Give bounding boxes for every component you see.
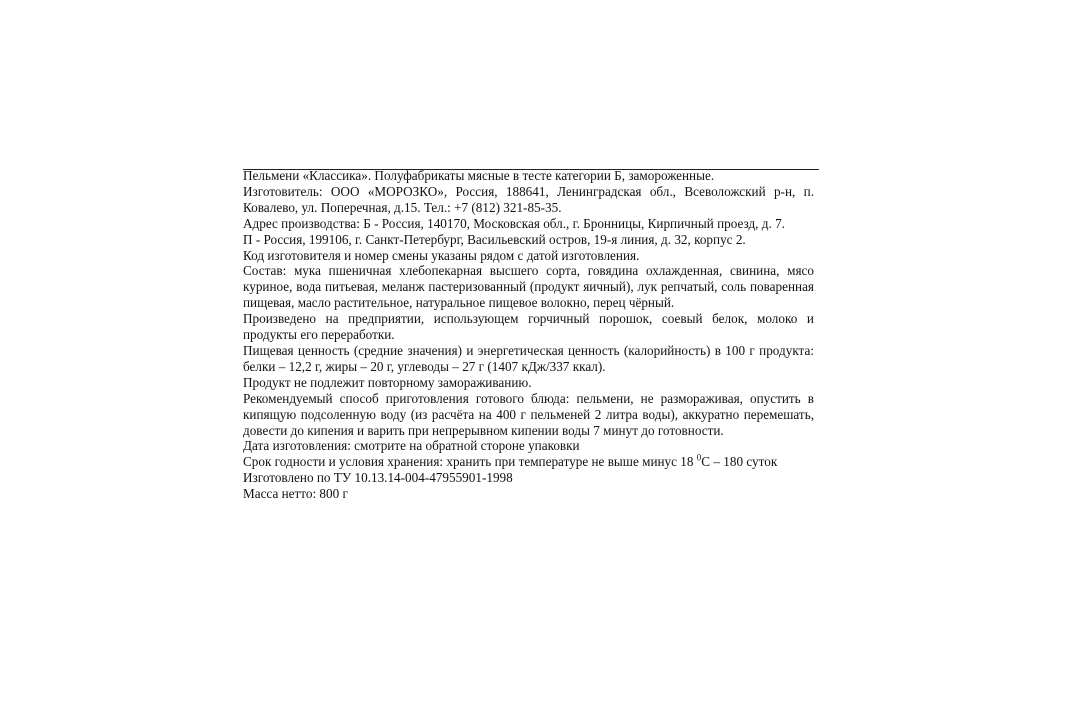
storage-conditions (243, 454, 814, 470)
cooking-instructions: Рекомендуемый способ приготовления готового блюда: пельмени, не размораживая, опустить в кипящую подсоленную воду (из расчёта на 400 г пельменей 2 литра воды), аккуратно перемешать, довести до кипения и варить при непрерывном кипении воды 7 минут до готовности. (243, 390, 814, 438)
no-refreeze-note: Продукт не подлежит повторному замораживанию. (243, 374, 532, 390)
manufacturer-code-note: Код изготовителя и номер смены указаны рядом с датой изготовления. (243, 247, 640, 263)
allergen-note: Произведено на предприятии, использующем горчичный порошок, соевый белок, молоко и продукты его переработки. (243, 311, 814, 343)
production-address-p: П - Россия, 199106, г. Санкт-Петербург, Васильевский остров, 19-я линия, д. 32, корпус 2. (243, 231, 746, 247)
production-date-note: Дата изготовления: смотрите на обратной стороне упаковки (243, 438, 580, 454)
storage-suffix: С – 180 суток (701, 454, 778, 470)
technical-standard: Изготовлено по ТУ 10.13.14-004-47955901-1998 (243, 470, 513, 486)
net-weight: Масса нетто: 800 г (243, 486, 348, 502)
nutrition-info: Пищевая ценность (средние значения) и энергетическая ценность (калорийность) в 100 г продукта: белки – 12,2 г, жиры – 20 г, углеводы – 27 г (1407 кДж/337 ккал). (243, 342, 814, 374)
product-title: Пельмени «Классика». Полуфабрикаты мясные в тесте категории Б, замороженные. (243, 168, 715, 183)
production-address-b: Адрес производства: Б - Россия, 140170, Московская обл., г. Бронницы, Кирпичный проезд, д. 7. (243, 215, 785, 231)
degree-mark: 0 (696, 452, 702, 463)
product-label (243, 168, 814, 502)
composition: Состав: мука пшеничная хлебопекарная высшего сорта, говядина охлажденная, свинина, мясо куриное, вода питьевая, меланж пастеризованный (продукт яичный), лук репчатый, соль поваренная пищевая, масло растительное, натуральное пищевое волокно, перец чёрный. (243, 263, 814, 311)
storage-prefix: Срок годности и условия хранения: хранить при температуре не выше минус 18 (243, 454, 697, 470)
manufacturer-info: Изготовитель: ООО «МОРОЗКО», Россия, 188641, Ленинградская обл., Всеволожский р-н, п. Ковалево, ул. Поперечная, д.15. Тел.: +7 (812) 321-85-35. (243, 183, 814, 215)
